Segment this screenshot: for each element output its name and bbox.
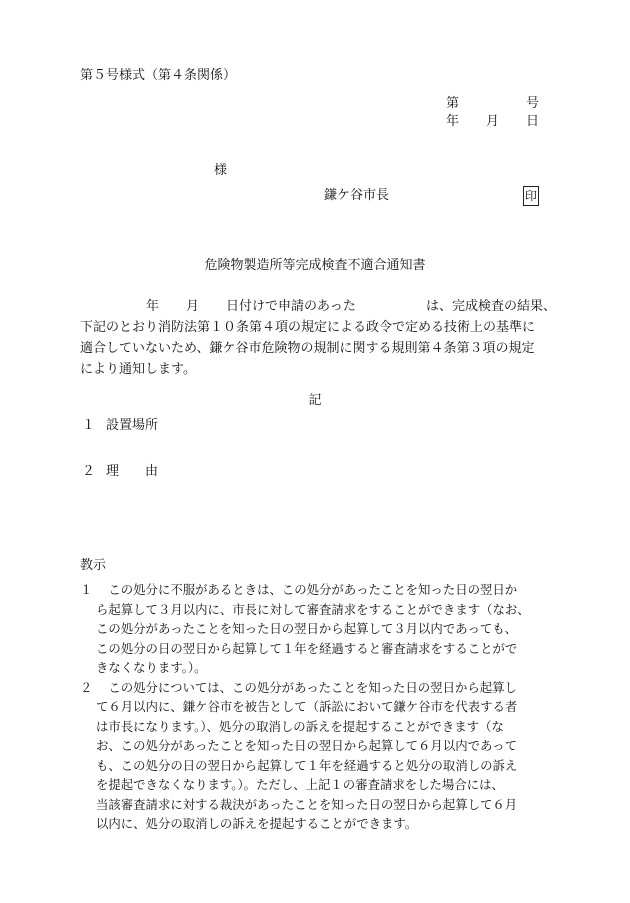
- form-number-label: 第５号様式（第４条関係）: [80, 68, 237, 83]
- item-label: 設置場所: [106, 418, 159, 433]
- document-number-go: 号: [526, 96, 540, 111]
- notice-2-line-8: 以内に、処分の取消しの訴えを提起することができます。: [96, 816, 418, 831]
- body-line-3: 適合していないため、鎌ケ谷市危険物の規制に関する規則第４条第３項の規定: [80, 341, 535, 356]
- item-number: ２: [82, 464, 96, 479]
- seal-stamp-box: 印: [523, 186, 539, 206]
- body-month-label: 月: [186, 299, 200, 314]
- body-year-label: 年: [146, 299, 160, 314]
- notice-2-line-7: 当該審査請求に対する裁決があったことを知った日の翌日から起算して６月: [96, 796, 518, 812]
- date-month-label: 月: [486, 114, 500, 129]
- notice-2-line-4: お、この処分があったことを知った日の翌日から起算して６月以内であって: [96, 738, 518, 753]
- kyoji-heading: 教示: [80, 558, 107, 573]
- notice-1-line-4: この処分の日の翌日から起算して１年を経過すると審査請求をすることがで: [96, 640, 518, 656]
- notice-2-line-3: は市長になります。）、処分の取消しの訴えを提起することができます（な: [96, 718, 504, 734]
- item-installation-location: [82, 416, 158, 436]
- body-application-text: 日付けで申請のあった: [226, 299, 356, 314]
- notice-2-line-5: も、この処分の日の翌日から起算して１年を経過すると処分の取消しの訴え: [96, 757, 518, 773]
- date-year-label: 年: [446, 114, 460, 129]
- date-day-label: 日: [526, 114, 540, 129]
- notice-1-line-5: きなくなります。）。: [96, 660, 207, 675]
- kyoji-notice: [80, 580, 558, 834]
- notice-number: １: [80, 582, 93, 597]
- body-line-1: [80, 296, 555, 317]
- notice-number: ２: [80, 679, 93, 695]
- document-number-dai: 第: [446, 96, 460, 111]
- item-reason: [82, 462, 158, 482]
- notice-2-line-2: て６月以内に、鎌ケ谷市を被告として（訴訟において鎌ケ谷市を代表する者: [96, 699, 518, 714]
- ki-heading: 記: [308, 393, 322, 408]
- item-label: 理 由: [106, 464, 159, 479]
- body-result-text: は、完成検査の結果、: [426, 299, 557, 314]
- notice-2-line-6: を提起できなくなります。）。ただし、上記１の審査請求をした場合には、: [96, 777, 504, 792]
- notice-1-line-2: ら起算して３月以内に、市長に対して審査請求をすることができます（なお、: [96, 601, 530, 617]
- body-line-4: により通知します。: [80, 362, 196, 377]
- notice-1-line-3: この処分があったことを知った日の翌日から起算して３月以内であっても、: [96, 621, 518, 636]
- notice-2-line-1: ２ この処分については、この処分があったことを知った日の翌日から起算し: [80, 678, 558, 698]
- addressee-sama: 様: [214, 163, 228, 178]
- issuer-name: 鎌ケ谷市長: [324, 188, 390, 203]
- body-line-2: 下記のとおり消防法第１０条第４項の規定による政令で定める技術上の基準に: [80, 320, 536, 335]
- notice-1-line-1: １ この処分に不服があるときは、この処分があったことを知った日の翌日か: [80, 580, 558, 600]
- notice-body: [80, 296, 555, 380]
- document-title: 危険物製造所等完成検査不適合通知書: [204, 258, 426, 273]
- item-number: １: [82, 418, 96, 433]
